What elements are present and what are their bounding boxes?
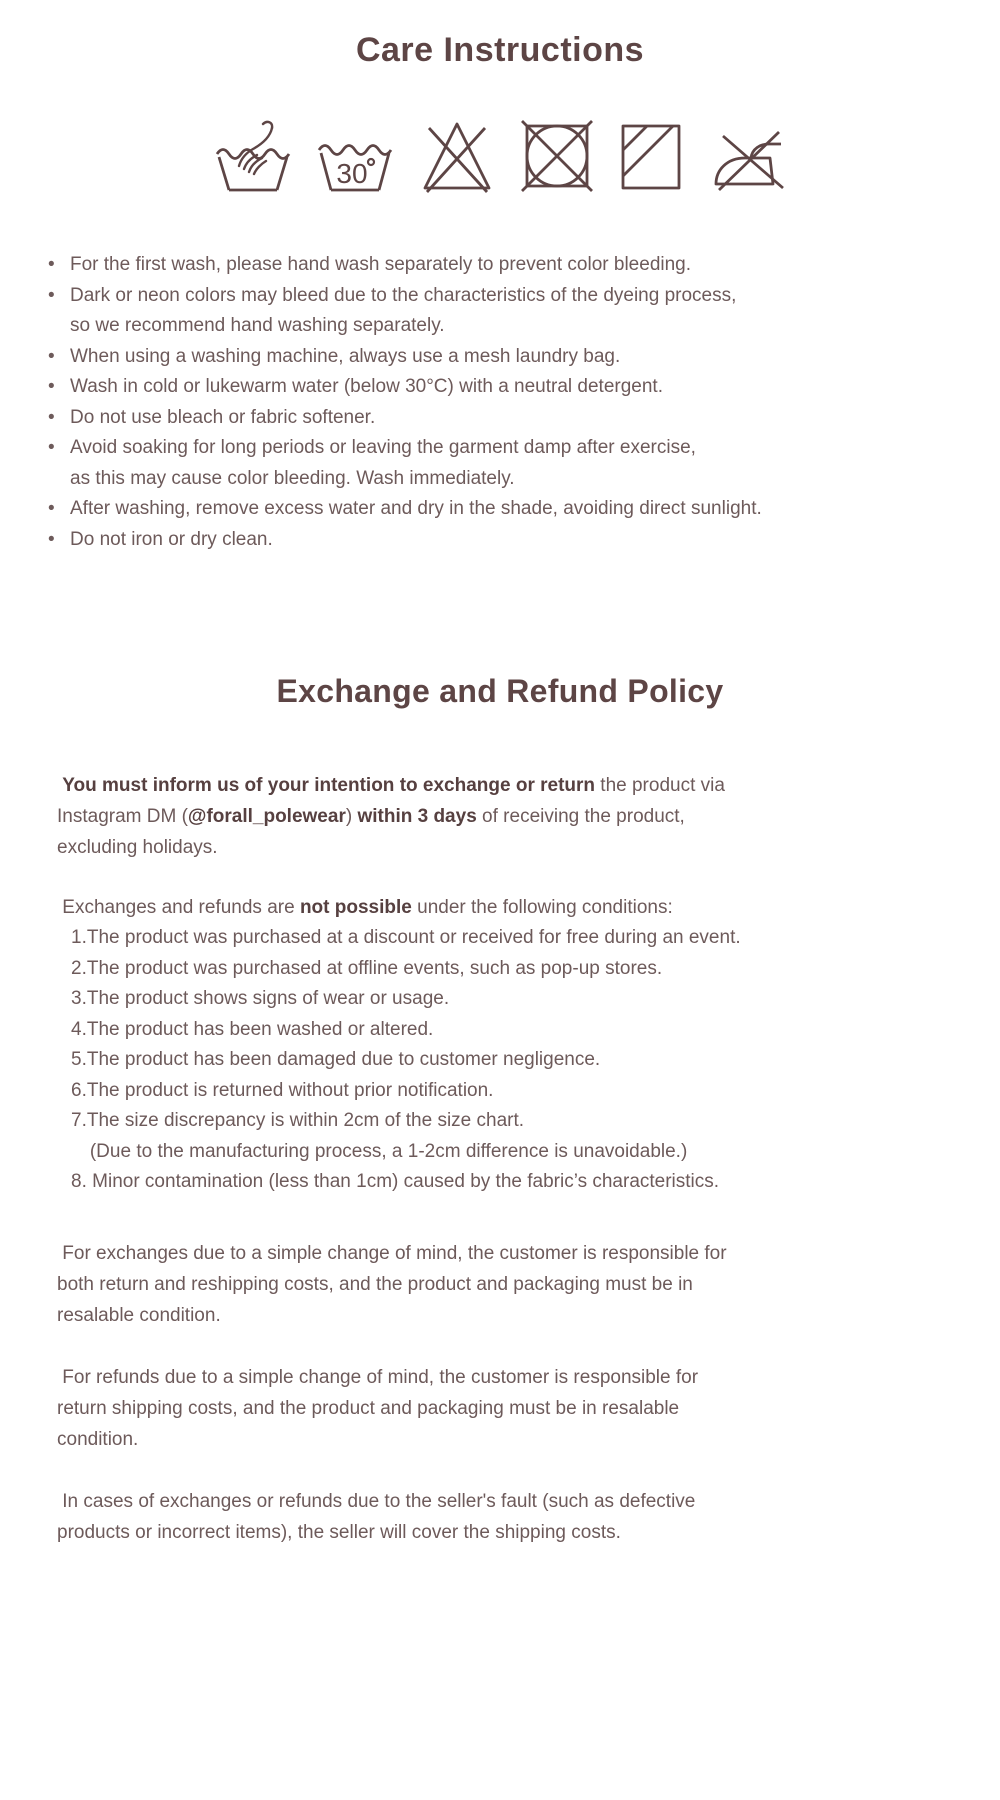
condition-text xyxy=(87,1015,1000,1046)
care-bullet-item xyxy=(70,403,1000,434)
condition-text xyxy=(87,1106,1000,1167)
bold-text: not possible xyxy=(299,897,412,918)
paragraph-line: In cases of exchanges or refunds due to the seller's fault (such as defective xyxy=(57,1490,696,1512)
bullet-line: as this may cause color bleeding. Wash immediately. xyxy=(70,467,515,489)
condition-line: The product has been washed or altered. xyxy=(86,1018,434,1040)
condition-line: The product was purchased at a discount or received for free during an event. xyxy=(86,927,741,948)
condition-number: 1. xyxy=(71,927,87,948)
condition-number: 3. xyxy=(71,988,87,1009)
condition-note-line: (Due to the manufacturing process, a 1-2cm difference is unavoidable.) xyxy=(89,1140,688,1162)
care-bullet-list xyxy=(70,250,1000,555)
bullet-line: • Wash in cold or lukewarm water (below 30°C) with a neutral detergent. xyxy=(70,376,663,397)
care-title: Care Instructions xyxy=(355,31,645,69)
bold-text: You must inform us of your intention to exchange or return xyxy=(57,775,596,796)
care-bullet-item xyxy=(70,494,1000,525)
care-bullet-item xyxy=(70,372,1000,403)
care-bullet-item xyxy=(70,342,1000,373)
care-bullet-item xyxy=(70,250,1000,281)
text: Instagram DM ( xyxy=(57,806,188,827)
hand-wash-icon xyxy=(213,118,293,194)
condition-text xyxy=(87,1045,1000,1076)
bullet-line: • Dark or neon colors may bleed due to the characteristics of the dyeing process, xyxy=(70,284,737,306)
do-not-iron-icon xyxy=(707,118,787,194)
condition-number: 8. xyxy=(71,1171,87,1192)
care-bullet-item xyxy=(70,525,1000,556)
condition-number: 4. xyxy=(71,1018,87,1040)
condition-line: The product is returned without prior notification. xyxy=(86,1079,494,1101)
machine-wash-30-icon xyxy=(315,118,395,194)
conditions-list xyxy=(71,923,1000,1198)
condition-line: The product shows signs of wear or usage. xyxy=(86,988,450,1009)
text: ) xyxy=(345,806,358,827)
condition-number: 6. xyxy=(71,1079,87,1101)
condition-line: The product was purchased at offline events, such as pop-up stores. xyxy=(86,957,663,979)
condition-item xyxy=(71,1015,1000,1046)
condition-text xyxy=(87,984,1000,1015)
condition-item xyxy=(71,1167,1000,1198)
bullet-line: • For the first wash, please hand wash separately to prevent color bleeding. xyxy=(70,254,692,275)
paragraph-line: For refunds due to a simple change of mind, the customer is responsible for xyxy=(57,1366,699,1388)
condition-number: 5. xyxy=(71,1049,87,1070)
text: Exchanges and refunds are xyxy=(57,897,300,918)
policy-intro-paragraph xyxy=(57,770,940,863)
condition-line: The product has been damaged due to customer negligence. xyxy=(86,1049,601,1070)
paragraph-line: resalable condition. xyxy=(57,1304,221,1326)
condition-number: 2. xyxy=(71,957,87,979)
condition-text xyxy=(87,954,1000,985)
dry-in-shade-icon xyxy=(617,118,685,194)
conditions-intro xyxy=(57,892,940,923)
bullet-line: • Do not use bleach or fabric softener. xyxy=(70,406,376,428)
condition-item xyxy=(71,984,1000,1015)
paragraph-line: condition. xyxy=(57,1428,139,1450)
text: excluding holidays. xyxy=(57,837,218,858)
condition-text xyxy=(87,923,1000,954)
do-not-tumble-dry-icon xyxy=(519,118,595,194)
condition-line: The size discrepancy is within 2cm of the size chart. xyxy=(86,1110,525,1131)
text: under the following conditions: xyxy=(411,897,673,918)
condition-item xyxy=(71,1106,1000,1167)
policy-paragraph xyxy=(57,1486,940,1548)
condition-item xyxy=(71,954,1000,985)
condition-item xyxy=(71,923,1000,954)
condition-item xyxy=(71,1076,1000,1107)
text: of receiving the product, xyxy=(476,806,685,827)
condition-number: 7. xyxy=(71,1110,87,1131)
paragraph-line: both return and reshipping costs, and the product and packaging must be in xyxy=(57,1273,693,1295)
condition-text xyxy=(87,1167,1000,1198)
bullet-line: • Avoid soaking for long periods or leaving the garment damp after exercise, xyxy=(70,437,696,458)
paragraph-line: products or incorrect items), the seller will cover the shipping costs. xyxy=(57,1521,621,1543)
text: the product via xyxy=(595,775,725,796)
care-bullet-item xyxy=(70,281,1000,342)
bold-text: @forall_polewear xyxy=(187,806,346,827)
bullet-line: • When using a washing machine, always use a mesh laundry bag. xyxy=(70,345,621,367)
policy-paragraphs xyxy=(57,1238,940,1548)
policy-paragraph xyxy=(57,1238,940,1331)
condition-text xyxy=(87,1076,1000,1107)
do-not-bleach-icon xyxy=(417,118,497,194)
policy-paragraph xyxy=(57,1362,940,1455)
bullet-line: • After washing, remove excess water and dry in the shade, avoiding direct sunlight. xyxy=(70,498,762,519)
laundry-icons-row xyxy=(0,116,1000,194)
wash-temperature-label: 30 xyxy=(336,158,368,189)
bold-text: within 3 days xyxy=(357,806,477,827)
bullet-line: so we recommend hand washing separately. xyxy=(70,315,445,336)
paragraph-line: return shipping costs, and the product and packaging must be in resalable xyxy=(57,1397,680,1419)
bullet-line: • Do not iron or dry clean. xyxy=(70,528,273,550)
care-bullet-item xyxy=(70,433,1000,494)
condition-item xyxy=(71,1045,1000,1076)
condition-line: Minor contamination (less than 1cm) caused by the fabric’s characteristics. xyxy=(86,1171,720,1192)
policy-title: Exchange and Refund Policy xyxy=(276,673,724,709)
paragraph-line: For exchanges due to a simple change of mind, the customer is responsible for xyxy=(57,1242,727,1264)
